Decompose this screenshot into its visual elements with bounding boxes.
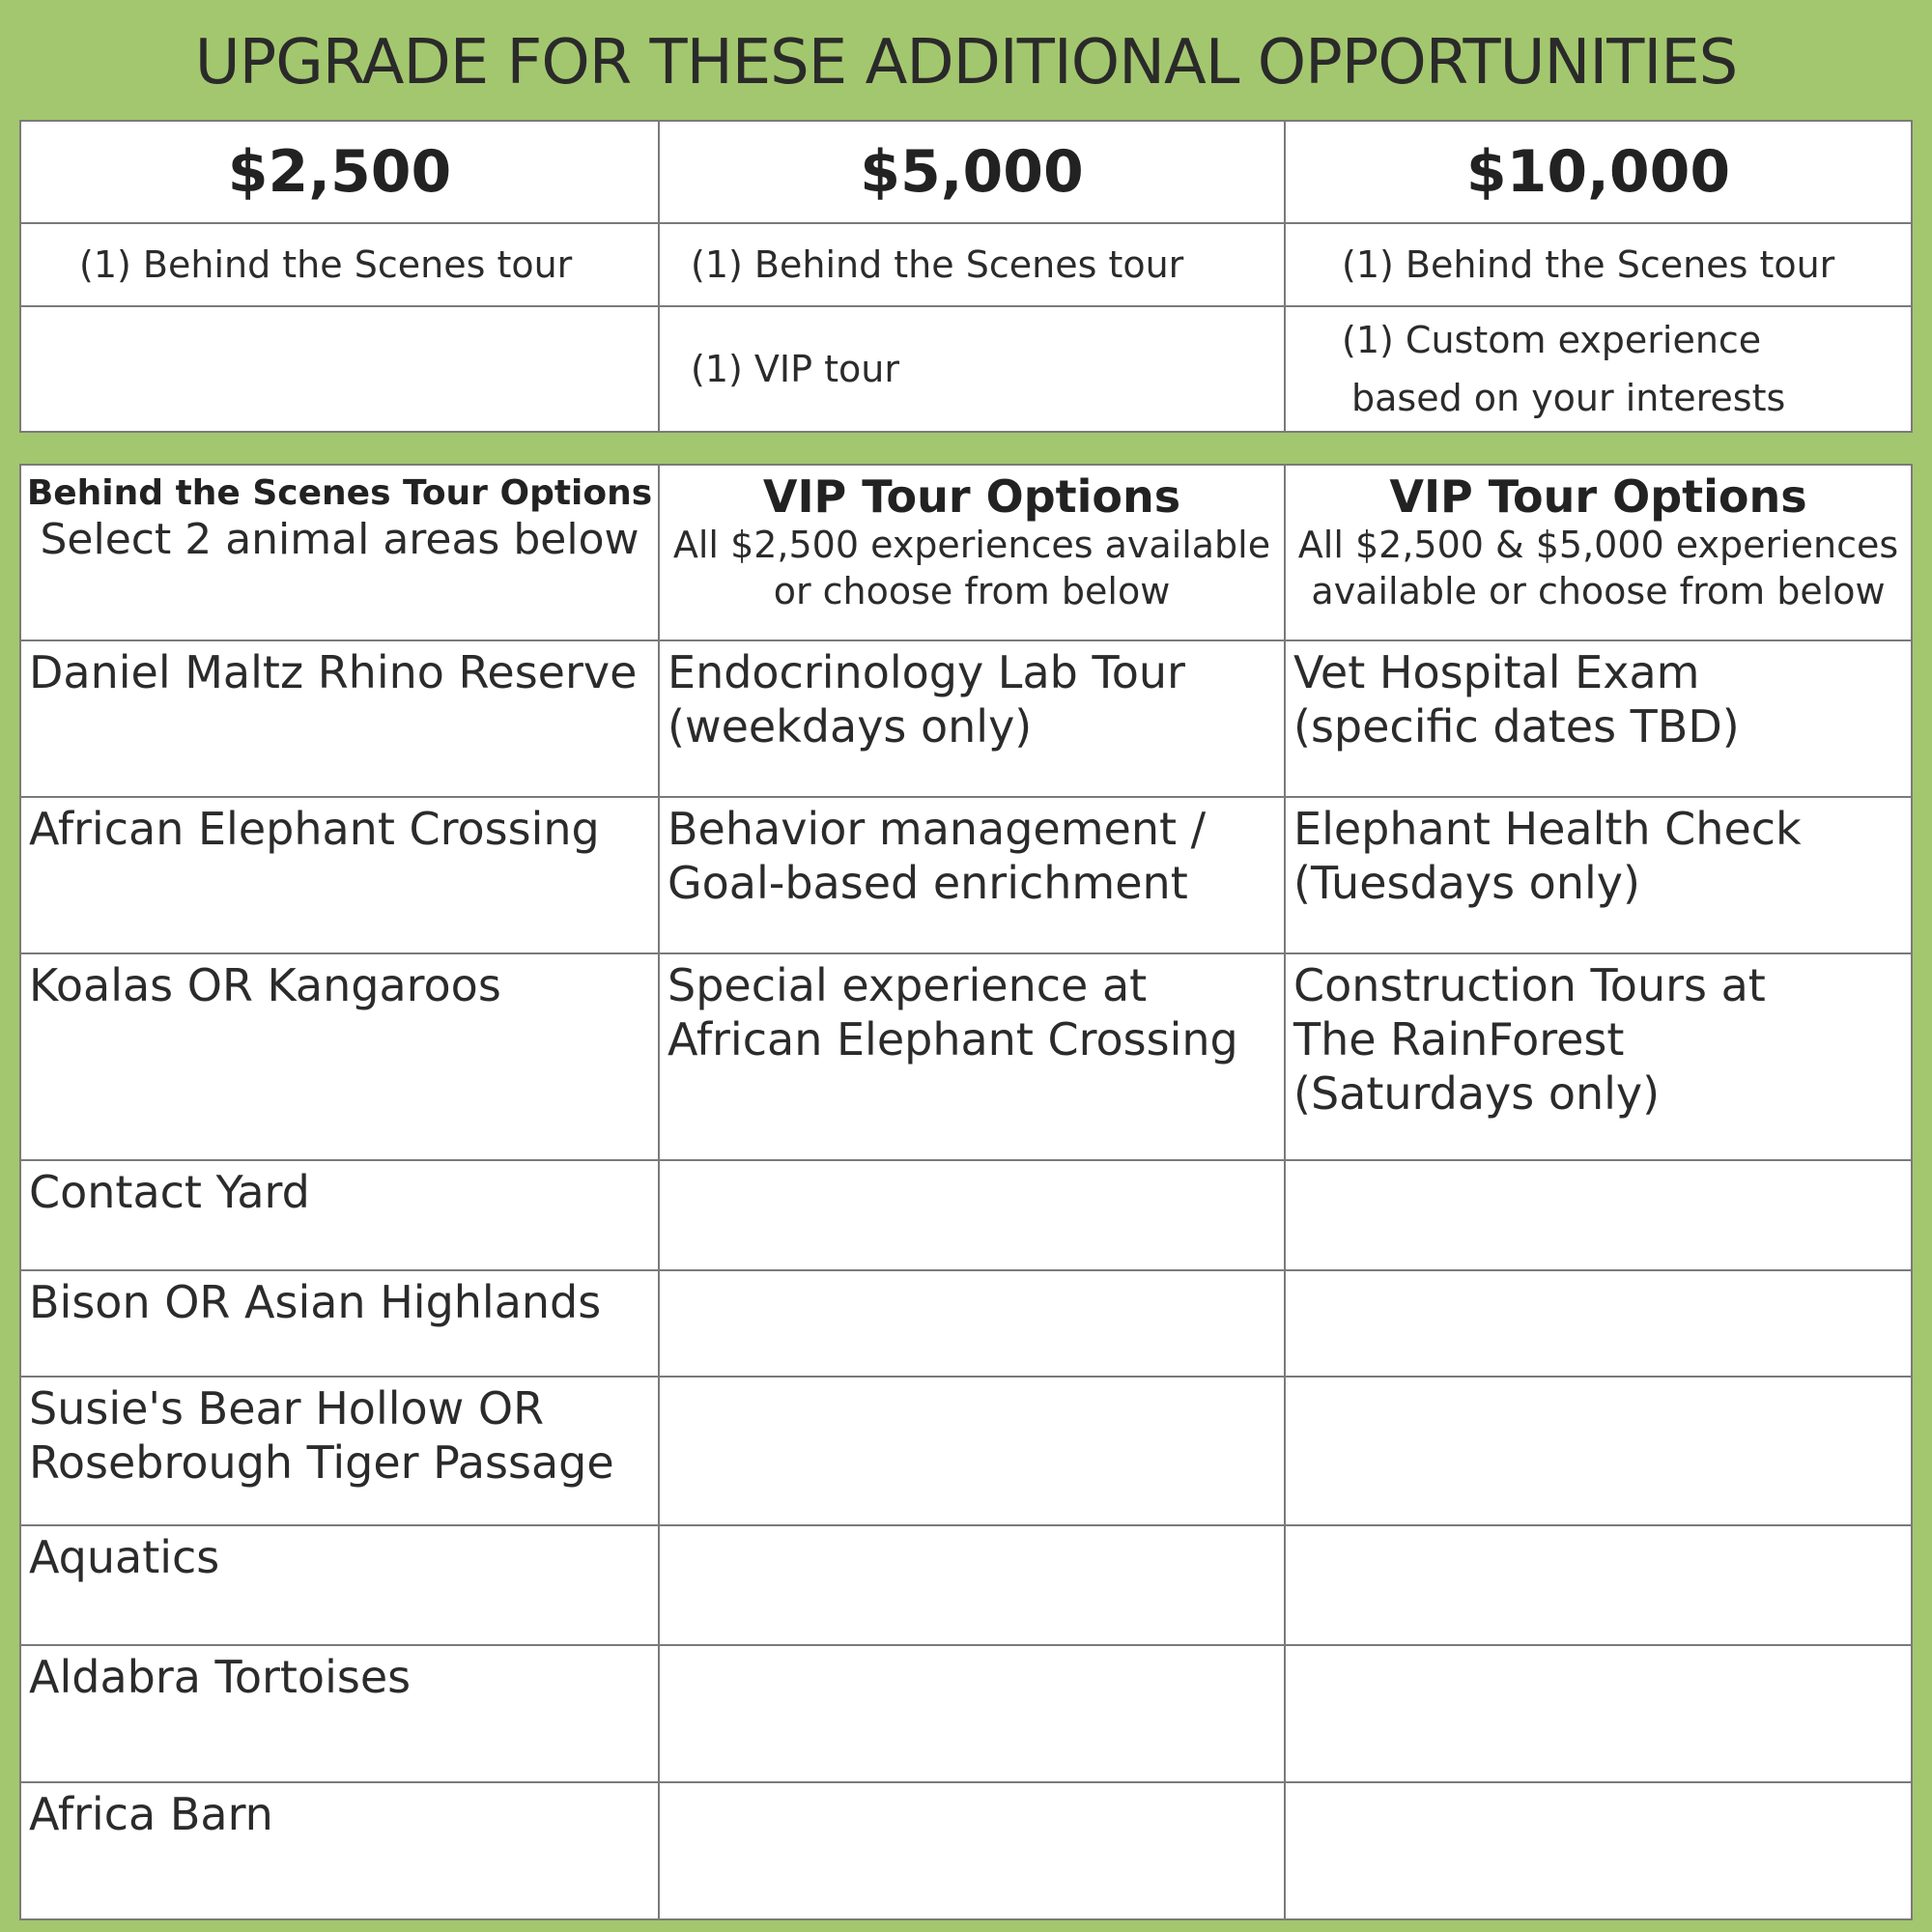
bts-area-text: African Elephant Crossing xyxy=(29,803,600,855)
tier-2500-tour: (1) Behind the Scenes tour xyxy=(20,223,659,306)
table-row xyxy=(20,1782,1912,1919)
table-row xyxy=(20,1270,1912,1377)
options-subheading: All $2,500 experiences available xyxy=(672,524,1271,566)
vip-5000-option-cell xyxy=(659,1160,1285,1270)
table-row xyxy=(20,797,1912,953)
options-header-vip-5000 xyxy=(659,465,1285,640)
table-row xyxy=(20,953,1912,1160)
bts-area-text: Daniel Maltz Rhino Reserve xyxy=(29,646,638,698)
options-subheading: available or choose from below xyxy=(1311,570,1886,612)
options-heading: VIP Tour Options xyxy=(762,470,1181,523)
vip-10000-option-cell xyxy=(1285,1377,1912,1525)
tier-10000-extra xyxy=(1285,306,1912,432)
vip-5000-option-text: Special experience at xyxy=(668,959,1148,1011)
vip-10000-option-cell xyxy=(1285,1160,1912,1270)
table-row xyxy=(20,1377,1912,1525)
vip-10000-option-cell xyxy=(1285,1645,1912,1782)
options-header-bts xyxy=(20,465,659,640)
tier-10000-tour: (1) Behind the Scenes tour xyxy=(1285,223,1912,306)
vip-10000-option-text: Construction Tours at xyxy=(1293,959,1766,1011)
bts-area-cell xyxy=(20,1525,659,1645)
page-title: UPGRADE FOR THESE ADDITIONAL OPPORTUNITIES xyxy=(194,27,1738,99)
options-subheading: Select 2 animal areas below xyxy=(40,515,639,564)
price-row xyxy=(20,121,1912,223)
vip-5000-option-text: Goal-based enrichment xyxy=(668,857,1188,909)
options-subheading: or choose from below xyxy=(773,570,1171,612)
bts-area-cell xyxy=(20,1377,659,1525)
table-row xyxy=(20,640,1912,797)
vip-10000-option-text: Vet Hospital Exam xyxy=(1293,646,1700,698)
vip-5000-option-cell xyxy=(659,1645,1285,1782)
tier-5000-extra: (1) VIP tour xyxy=(659,306,1285,432)
vip-5000-option-cell xyxy=(659,1377,1285,1525)
vip-10000-option-cell xyxy=(1285,640,1912,797)
table-row xyxy=(20,1160,1912,1270)
vip-5000-option-text: African Elephant Crossing xyxy=(668,1013,1238,1065)
vip-5000-option-cell xyxy=(659,797,1285,953)
bts-area-text: Rosebrough Tiger Passage xyxy=(29,1436,614,1489)
vip-10000-option-cell xyxy=(1285,1525,1912,1645)
vip-10000-option-cell xyxy=(1285,1782,1912,1919)
vip-5000-option-cell xyxy=(659,953,1285,1160)
vip-5000-option-text: Behavior management / xyxy=(668,803,1207,855)
bts-area-cell xyxy=(20,1645,659,1782)
bts-area-cell xyxy=(20,640,659,797)
tier-10000-extra-line-1: (1) Custom experience xyxy=(1342,319,1762,361)
options-heading: Behind the Scenes Tour Options xyxy=(26,473,653,513)
options-subheading: All $2,500 & $5,000 experiences xyxy=(1297,524,1899,566)
bts-area-text: Susie's Bear Hollow OR xyxy=(29,1382,545,1435)
bts-area-text: Koalas OR Kangaroos xyxy=(29,959,501,1011)
bts-area-text: Aldabra Tortoises xyxy=(29,1651,412,1703)
price-10000: $10,000 xyxy=(1285,121,1912,223)
vip-10000-option-cell xyxy=(1285,953,1912,1160)
price-2500: $2,500 xyxy=(20,121,659,223)
vip-10000-option-text: (Saturdays only) xyxy=(1293,1067,1661,1120)
bts-area-cell xyxy=(20,1782,659,1919)
table-row xyxy=(20,1525,1912,1645)
table-row xyxy=(20,1645,1912,1782)
vip-10000-option-text: (specific dates TBD) xyxy=(1293,700,1740,753)
bts-area-text: Aquatics xyxy=(29,1531,220,1583)
vip-10000-option-cell xyxy=(1285,1270,1912,1377)
vip-5000-option-cell xyxy=(659,1525,1285,1645)
vip-10000-option-cell xyxy=(1285,797,1912,953)
options-header-vip-10000 xyxy=(1285,465,1912,640)
vip-10000-option-text: The RainForest xyxy=(1293,1013,1625,1065)
price-tier-table xyxy=(19,120,1913,433)
bts-area-cell xyxy=(20,1160,659,1270)
vip-10000-option-text: (Tuesdays only) xyxy=(1293,857,1640,909)
vip-5000-option-cell xyxy=(659,1270,1285,1377)
vip-5000-option-cell xyxy=(659,1782,1285,1919)
tier-10000-extra-line-2: based on your interests xyxy=(1351,377,1786,419)
tour-row xyxy=(20,223,1912,306)
bts-area-text: Bison OR Asian Highlands xyxy=(29,1276,602,1328)
bts-area-cell xyxy=(20,797,659,953)
vip-5000-option-text: (weekdays only) xyxy=(668,700,1033,753)
bts-area-text: Africa Barn xyxy=(29,1788,273,1840)
tier-5000-tour: (1) Behind the Scenes tour xyxy=(659,223,1285,306)
vip-5000-option-cell xyxy=(659,640,1285,797)
vip-10000-option-text: Elephant Health Check xyxy=(1293,803,1802,855)
extra-row xyxy=(20,306,1912,432)
tier-2500-extra xyxy=(20,306,659,432)
options-heading: VIP Tour Options xyxy=(1389,470,1807,523)
options-header-row xyxy=(20,465,1912,640)
tour-options-table xyxy=(19,464,1913,1920)
bts-area-text: Contact Yard xyxy=(29,1166,310,1218)
bts-area-cell xyxy=(20,1270,659,1377)
price-5000: $5,000 xyxy=(659,121,1285,223)
vip-5000-option-text: Endocrinology Lab Tour xyxy=(668,646,1185,698)
bts-area-cell xyxy=(20,953,659,1160)
